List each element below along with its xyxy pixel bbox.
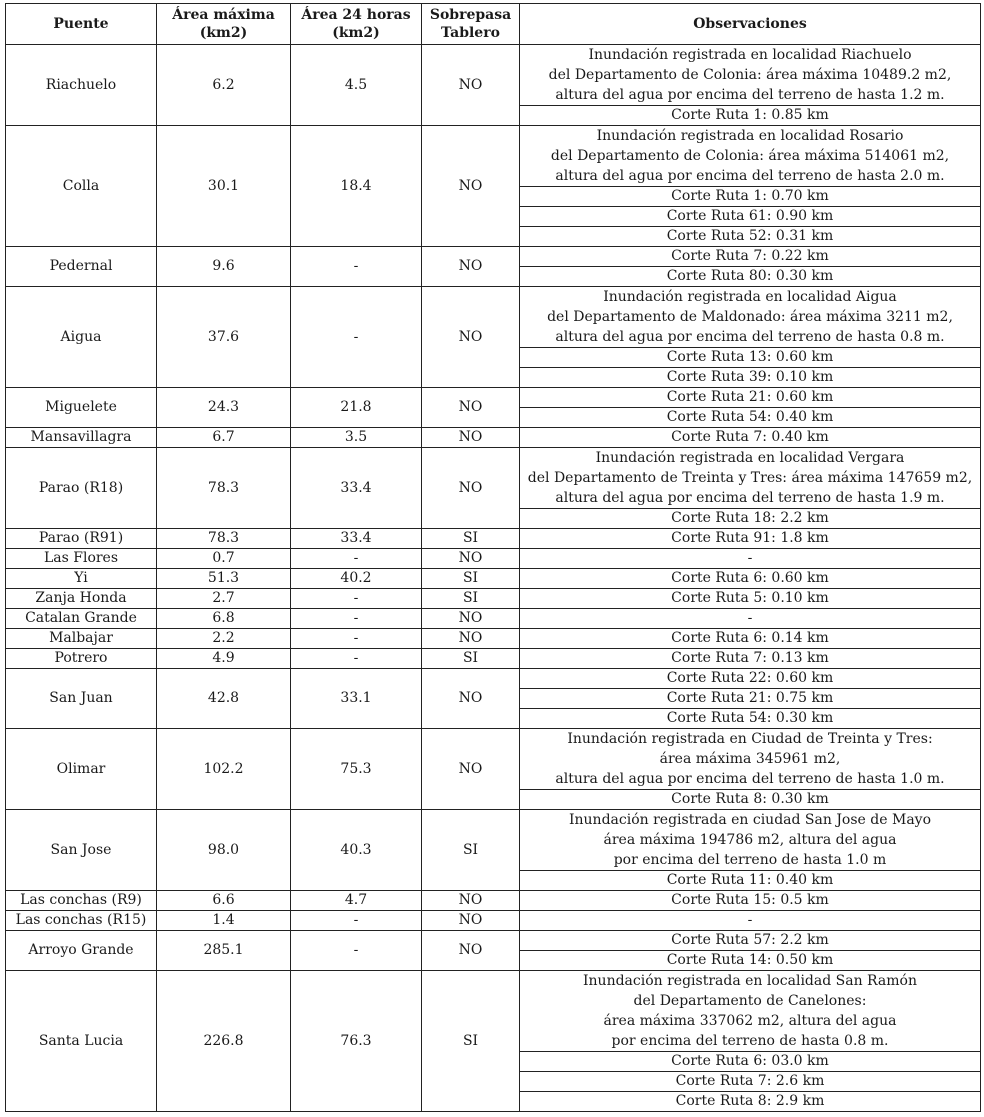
observacion-line: Corte Ruta 13: 0.60 km — [666, 349, 834, 365]
cell-sobrepasa-tablero: SI — [422, 529, 520, 549]
observacion-line: Inundación registrada en localidad Aigua — [603, 289, 897, 305]
cell-area-24-horas: 40.2 — [291, 569, 422, 589]
cell-observacion — [520, 689, 981, 709]
table-body — [6, 45, 981, 1112]
cell-puente: Arroyo Grande — [6, 931, 157, 971]
cell-area-maxima: 6.7 — [157, 428, 291, 448]
cell-observacion — [520, 529, 981, 549]
cell-sobrepasa-tablero: NO — [422, 388, 520, 428]
cell-area-maxima: 0.7 — [157, 549, 291, 569]
cell-area-24-horas: - — [291, 931, 422, 971]
observacion-line: Corte Ruta 1: 0.70 km — [671, 188, 829, 204]
cell-area-maxima: 2.7 — [157, 589, 291, 609]
cell-sobrepasa-tablero: NO — [422, 629, 520, 649]
cell-area-maxima: 30.1 — [157, 126, 291, 247]
cell-area-24-horas: 18.4 — [291, 126, 422, 247]
cell-sobrepasa-tablero: SI — [422, 810, 520, 891]
cell-observacion — [520, 126, 981, 187]
cell-observacion — [520, 589, 981, 609]
cell-observacion — [520, 247, 981, 267]
cell-puente: Yi — [6, 569, 157, 589]
table-row — [6, 569, 981, 589]
cell-sobrepasa-tablero: NO — [422, 45, 520, 126]
cell-puente: Santa Lucia — [6, 971, 157, 1112]
cell-area-24-horas: 3.5 — [291, 428, 422, 448]
table-row — [6, 629, 981, 649]
observacion-line: Corte Ruta 61: 0.90 km — [666, 208, 834, 224]
observacion-line: Corte Ruta 14: 0.50 km — [666, 952, 834, 968]
cell-observacion — [520, 810, 981, 871]
observacion-line: Corte Ruta 18: 2.2 km — [671, 510, 829, 526]
cell-area-24-horas: - — [291, 911, 422, 931]
cell-sobrepasa-tablero: SI — [422, 589, 520, 609]
cell-puente: Malbajar — [6, 629, 157, 649]
cell-puente: Zanja Honda — [6, 589, 157, 609]
table-row — [6, 649, 981, 669]
cell-sobrepasa-tablero: SI — [422, 649, 520, 669]
cell-puente: Mansavillagra — [6, 428, 157, 448]
flood-bridges-table — [5, 3, 981, 1112]
header-text-line: Tablero — [441, 25, 500, 41]
cell-area-maxima: 102.2 — [157, 729, 291, 810]
cell-puente: San Jose — [6, 810, 157, 891]
observacion-line: Corte Ruta 39: 0.10 km — [666, 369, 834, 385]
cell-area-24-horas: 75.3 — [291, 729, 422, 810]
cell-sobrepasa-tablero: NO — [422, 448, 520, 529]
cell-area-maxima: 37.6 — [157, 287, 291, 388]
table-row — [6, 448, 981, 509]
observacion-line: Corte Ruta 6: 03.0 km — [671, 1053, 829, 1069]
cell-puente: Parao (R91) — [6, 529, 157, 549]
observacion-line: Corte Ruta 21: 0.60 km — [666, 389, 834, 405]
observacion-line: altura del agua por encima del terreno de hasta 1.9 m. — [555, 490, 945, 506]
header-row — [6, 4, 981, 45]
cell-area-maxima: 2.2 — [157, 629, 291, 649]
cell-area-maxima: 226.8 — [157, 971, 291, 1112]
cell-sobrepasa-tablero: SI — [422, 569, 520, 589]
observacion-line: Corte Ruta 52: 0.31 km — [666, 228, 834, 244]
table-row — [6, 911, 981, 931]
observacion-line: Corte Ruta 6: 0.60 km — [671, 570, 829, 586]
cell-observacion — [520, 227, 981, 247]
cell-puente: Las conchas (R9) — [6, 891, 157, 911]
cell-observacion — [520, 388, 981, 408]
cell-observacion — [520, 931, 981, 951]
observacion-line: Corte Ruta 7: 2.6 km — [675, 1073, 825, 1089]
cell-observacion — [520, 1092, 981, 1112]
observacion-line: Corte Ruta 7: 0.40 km — [671, 429, 829, 445]
cell-area-maxima: 42.8 — [157, 669, 291, 729]
cell-puente: Potrero — [6, 649, 157, 669]
observacion-line: - — [747, 550, 753, 566]
cell-observacion — [520, 509, 981, 529]
table-row — [6, 287, 981, 348]
cell-observacion — [520, 609, 981, 629]
cell-observacion — [520, 971, 981, 1052]
cell-area-24-horas: 33.1 — [291, 669, 422, 729]
observacion-line: área máxima 345961 m2, — [659, 751, 841, 767]
table-row — [6, 247, 981, 267]
cell-puente: Riachuelo — [6, 45, 157, 126]
observacion-line: Corte Ruta 57: 2.2 km — [671, 932, 829, 948]
observacion-line: Corte Ruta 91: 1.8 km — [671, 530, 829, 546]
cell-area-maxima: 9.6 — [157, 247, 291, 287]
cell-sobrepasa-tablero: SI — [422, 971, 520, 1112]
cell-observacion — [520, 911, 981, 931]
observacion-line: del Departamento de Colonia: área máxima 514061 m2, — [550, 148, 950, 164]
table-row — [6, 529, 981, 549]
cell-area-maxima: 4.9 — [157, 649, 291, 669]
table-row — [6, 549, 981, 569]
cell-sobrepasa-tablero: NO — [422, 428, 520, 448]
observacion-line: por encima del terreno de hasta 1.0 m — [613, 852, 887, 868]
cell-observacion — [520, 408, 981, 428]
observacion-line: del Departamento de Treinta y Tres: área máxima 147659 m2, — [527, 470, 973, 486]
observacion-line: - — [747, 610, 753, 626]
observacion-line: altura del agua por encima del terreno de hasta 1.2 m. — [555, 87, 945, 103]
observacion-line: Corte Ruta 8: 2.9 km — [675, 1093, 825, 1109]
cell-area-24-horas: 33.4 — [291, 529, 422, 549]
observacion-line: Corte Ruta 8: 0.30 km — [671, 791, 829, 807]
cell-observacion — [520, 569, 981, 589]
cell-observacion — [520, 729, 981, 790]
cell-observacion — [520, 871, 981, 891]
observacion-line: Inundación registrada en localidad Rosario — [596, 128, 904, 144]
cell-area-maxima: 78.3 — [157, 448, 291, 529]
cell-area-maxima: 78.3 — [157, 529, 291, 549]
observacion-line: Inundación registrada en localidad San Ramón — [583, 973, 917, 989]
table-row — [6, 428, 981, 448]
observacion-line: altura del agua por encima del terreno de hasta 0.8 m. — [555, 329, 945, 345]
header-sobrepasa-tablero — [422, 4, 520, 45]
observacion-line: Corte Ruta 1: 0.85 km — [671, 107, 829, 123]
cell-observacion — [520, 669, 981, 689]
observacion-line: del Departamento de Colonia: área máxima 10489.2 m2, — [548, 67, 952, 83]
observacion-line: altura del agua por encima del terreno de hasta 1.0 m. — [555, 771, 945, 787]
cell-observacion — [520, 106, 981, 126]
cell-puente: Las Flores — [6, 549, 157, 569]
header-text-line: (km2) — [199, 25, 248, 41]
header-text-line: Puente — [53, 16, 109, 32]
cell-area-maxima: 51.3 — [157, 569, 291, 589]
observacion-line: área máxima 194786 m2, altura del agua — [603, 832, 897, 848]
cell-area-maxima: 24.3 — [157, 388, 291, 428]
cell-sobrepasa-tablero: NO — [422, 729, 520, 810]
cell-sobrepasa-tablero: NO — [422, 247, 520, 287]
header-observaciones — [520, 4, 981, 45]
cell-observacion — [520, 951, 981, 971]
cell-observacion — [520, 790, 981, 810]
cell-observacion — [520, 629, 981, 649]
observacion-line: Inundación registrada en localidad Vergara — [595, 450, 905, 466]
header-area-maxima — [157, 4, 291, 45]
observacion-line: Corte Ruta 54: 0.40 km — [666, 409, 834, 425]
cell-area-maxima: 6.2 — [157, 45, 291, 126]
observacion-line: del Departamento de Canelones: — [633, 993, 867, 1009]
cell-observacion — [520, 448, 981, 509]
observacion-line: altura del agua por encima del terreno de hasta 2.0 m. — [555, 168, 945, 184]
cell-area-24-horas: 4.7 — [291, 891, 422, 911]
header-text-line: Área 24 horas — [301, 7, 411, 23]
table-row — [6, 810, 981, 871]
header-text-line: Área máxima — [172, 7, 275, 23]
observacion-line: del Departamento de Maldonado: área máxima 3211 m2, — [547, 309, 953, 325]
observacion-line: Corte Ruta 22: 0.60 km — [666, 670, 834, 686]
observacion-line: Corte Ruta 80: 0.30 km — [666, 268, 834, 284]
header-text-line: Observaciones — [693, 16, 807, 32]
cell-area-24-horas: - — [291, 649, 422, 669]
observacion-line: por encima del terreno de hasta 0.8 m. — [611, 1033, 889, 1049]
cell-sobrepasa-tablero: NO — [422, 911, 520, 931]
cell-area-24-horas: - — [291, 609, 422, 629]
cell-puente: San Juan — [6, 669, 157, 729]
cell-sobrepasa-tablero: NO — [422, 931, 520, 971]
header-puente — [6, 4, 157, 45]
observacion-line: Corte Ruta 7: 0.22 km — [671, 248, 829, 264]
cell-area-maxima: 6.6 — [157, 891, 291, 911]
cell-observacion — [520, 1072, 981, 1092]
observacion-line: Inundación registrada en ciudad San Jose de Mayo — [568, 812, 932, 828]
observacion-line: - — [747, 912, 753, 928]
cell-puente: Pedernal — [6, 247, 157, 287]
cell-area-24-horas: 33.4 — [291, 448, 422, 529]
cell-puente: Miguelete — [6, 388, 157, 428]
cell-area-24-horas: - — [291, 549, 422, 569]
cell-observacion — [520, 348, 981, 368]
cell-puente: Parao (R18) — [6, 448, 157, 529]
cell-observacion — [520, 1052, 981, 1072]
table-row — [6, 45, 981, 106]
cell-observacion — [520, 267, 981, 287]
cell-observacion — [520, 207, 981, 227]
cell-sobrepasa-tablero: NO — [422, 609, 520, 629]
header-text-line: (km2) — [332, 25, 380, 41]
cell-puente: Colla — [6, 126, 157, 247]
table-row — [6, 931, 981, 951]
observacion-line: Corte Ruta 21: 0.75 km — [666, 690, 834, 706]
cell-sobrepasa-tablero: NO — [422, 891, 520, 911]
cell-observacion — [520, 368, 981, 388]
cell-sobrepasa-tablero: NO — [422, 669, 520, 729]
header-area-24-horas — [291, 4, 422, 45]
observacion-line: Corte Ruta 54: 0.30 km — [666, 710, 834, 726]
cell-area-24-horas: 4.5 — [291, 45, 422, 126]
header-text-line: Sobrepasa — [429, 7, 512, 23]
table-row — [6, 609, 981, 629]
table-row — [6, 589, 981, 609]
cell-observacion — [520, 891, 981, 911]
cell-area-24-horas: - — [291, 629, 422, 649]
cell-puente: Las conchas (R15) — [6, 911, 157, 931]
cell-area-24-horas: 40.3 — [291, 810, 422, 891]
observacion-line: Corte Ruta 5: 0.10 km — [671, 590, 829, 606]
cell-observacion — [520, 709, 981, 729]
observacion-line: Inundación registrada en localidad Riachuelo — [588, 47, 912, 63]
cell-puente: Aigua — [6, 287, 157, 388]
table-row — [6, 669, 981, 689]
cell-sobrepasa-tablero: NO — [422, 126, 520, 247]
observacion-line: Corte Ruta 15: 0.5 km — [671, 892, 829, 908]
observacion-line: Corte Ruta 11: 0.40 km — [666, 872, 834, 888]
observacion-line: Corte Ruta 6: 0.14 km — [671, 630, 829, 646]
table-row — [6, 388, 981, 408]
cell-observacion — [520, 287, 981, 348]
cell-observacion — [520, 187, 981, 207]
cell-sobrepasa-tablero: NO — [422, 549, 520, 569]
observacion-line: área máxima 337062 m2, altura del agua — [603, 1013, 897, 1029]
cell-area-maxima: 1.4 — [157, 911, 291, 931]
cell-observacion — [520, 428, 981, 448]
table-row — [6, 729, 981, 790]
table-row — [6, 971, 981, 1052]
cell-area-24-horas: - — [291, 287, 422, 388]
cell-observacion — [520, 649, 981, 669]
cell-puente: Olimar — [6, 729, 157, 810]
table-row — [6, 891, 981, 911]
observacion-line: Inundación registrada en Ciudad de Treinta y Tres: — [567, 731, 933, 747]
cell-area-24-horas: - — [291, 589, 422, 609]
cell-area-maxima: 98.0 — [157, 810, 291, 891]
cell-area-maxima: 6.8 — [157, 609, 291, 629]
cell-puente: Catalan Grande — [6, 609, 157, 629]
observacion-line: Corte Ruta 7: 0.13 km — [671, 650, 829, 666]
cell-sobrepasa-tablero: NO — [422, 287, 520, 388]
table-row — [6, 126, 981, 187]
cell-area-24-horas: - — [291, 247, 422, 287]
cell-observacion — [520, 45, 981, 106]
cell-area-24-horas: 76.3 — [291, 971, 422, 1112]
cell-observacion — [520, 549, 981, 569]
cell-area-24-horas: 21.8 — [291, 388, 422, 428]
cell-area-maxima: 285.1 — [157, 931, 291, 971]
